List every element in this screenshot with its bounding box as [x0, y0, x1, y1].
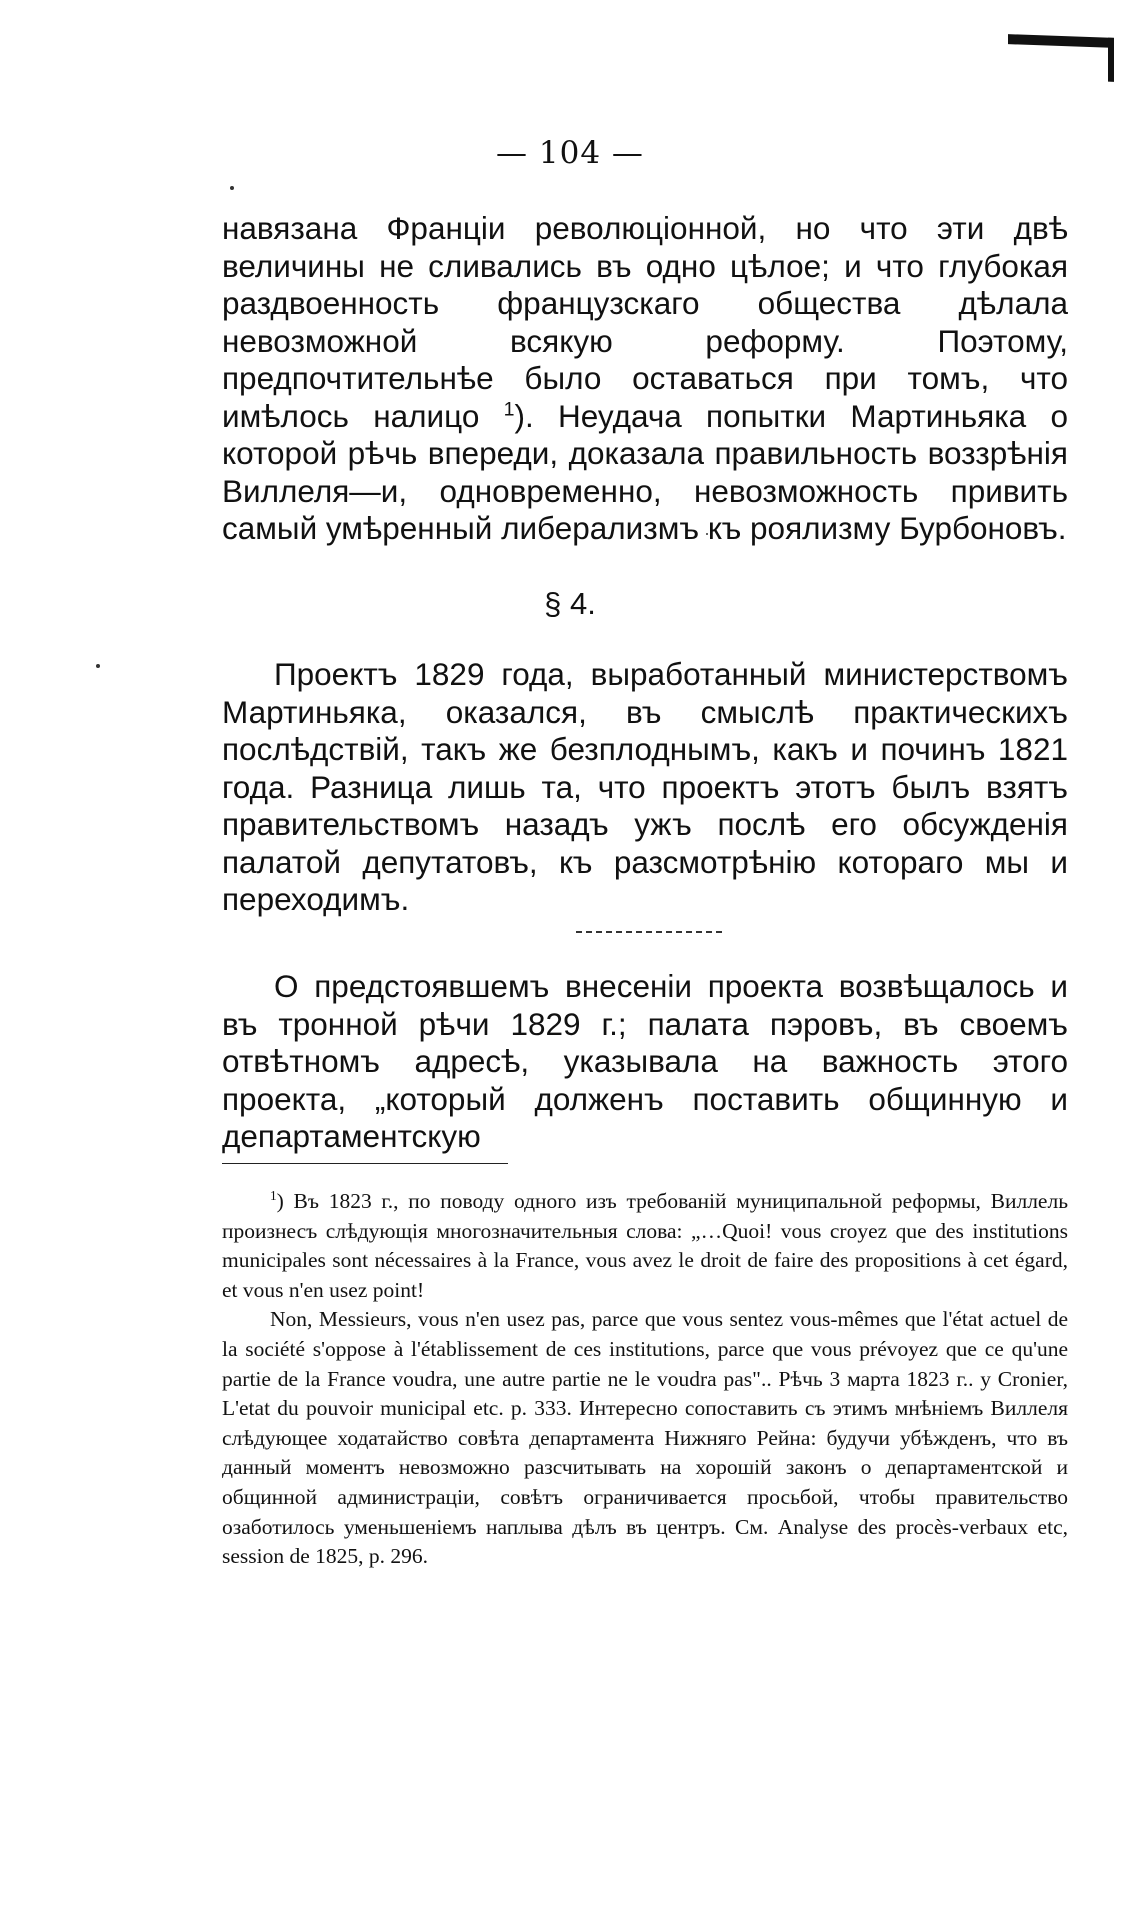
paragraph-top-text-1: навязана Франціи революціонной, но что эти двѣ величины не сливались въ одно цѣлое; и что глубокая раздвоенность французскаго общества дѣлала невозможной всякую реформу. Поэтому, предпочтительнѣе было оставаться при томъ, что имѣлось налицо [222, 210, 1068, 434]
footnote-marker: 1 [270, 1187, 277, 1203]
paragraph-bottom-text: О предстоявшемъ внесеніи проекта возвѣщалось и въ тронной рѣчи 1829 г.; палата пэровъ, въ своемъ отвѣтномъ адресѣ, указывала на важность этого проекта, „который долженъ поставить общинную и департаментскую [222, 968, 1068, 1154]
footnotes [222, 1187, 1068, 1572]
corner-scan-mark [1008, 34, 1114, 48]
paragraph-section [222, 656, 1068, 919]
paragraph-top-text-2: ). Неудача попытки Мартиньяка о которой рѣчь впереди, доказала правильность воззрѣнія Виллеля—и, одновременно, невозможность привить самый умѣренный либерализмъ къ роялизму Бурбоновъ. [222, 397, 1068, 546]
speck [230, 186, 234, 190]
footnote-reference: 1 [503, 398, 515, 420]
footnote-rule [222, 1163, 508, 1164]
paragraph-top [222, 210, 1068, 548]
footnote-paragraph-1 [222, 1187, 1068, 1305]
section-heading: § 4. [544, 586, 596, 621]
speck [96, 664, 100, 668]
footnote-text-1: ) Въ 1823 г., по поводу одного изъ требованій муниципальной реформы, Виллель произнесъ слѣдующія многозначительныя слова: „…Quoi! vous croyez que des institutions municipales sont nécessaires à la France, vous avez le droit de faire des propositions à cet égard, et vous n'en usez point! [222, 1189, 1068, 1302]
footnote-paragraph-2: Non, Messieurs, vous n'en usez pas, parce que vous sentez vous-mêmes que l'état actuel de la société s'oppose à l'établissement de ces institutions, parce que vous prévoyez que ce qu'une partie de la France voudra, une autre partie ne le voudra pas".. Рѣчь 3 марта 1823 г.. у Cronier, L'etat du pouvoir municipal etc. p. 333. Интересно сопоставить съ этимъ мнѣніемъ Виллеля слѣдующее ходатайство совѣта департамента Нижняго Рейна: будучи убѣжденъ, что въ данный моментъ невозможно разсчитывать на хорошій законъ о департаментской и общинной администраціи, совѣтъ ограничивается просьбой, чтобы правительство озаботилось уменьшеніемъ наплыва дѣлъ въ центръ. См. Analyse des procès-verbaux etc, session de 1825, p. 296. [222, 1307, 1068, 1569]
paragraph-bottom [222, 968, 1068, 1156]
paragraph-section-text: Проектъ 1829 года, выработанный министерствомъ Мартиньяка, оказался, въ смыслѣ практическихъ послѣдствій, такъ же безплоднымъ, какъ и починъ 1821 года. Разница лишь та, что проектъ этотъ былъ взятъ правительствомъ назадъ ужъ послѣ его обсужденія палатой депутатовъ, къ разсмотрѣнію котораго мы и переходимъ. [222, 656, 1068, 917]
section-divider [576, 931, 722, 933]
page-number: — 104 — [496, 135, 644, 171]
